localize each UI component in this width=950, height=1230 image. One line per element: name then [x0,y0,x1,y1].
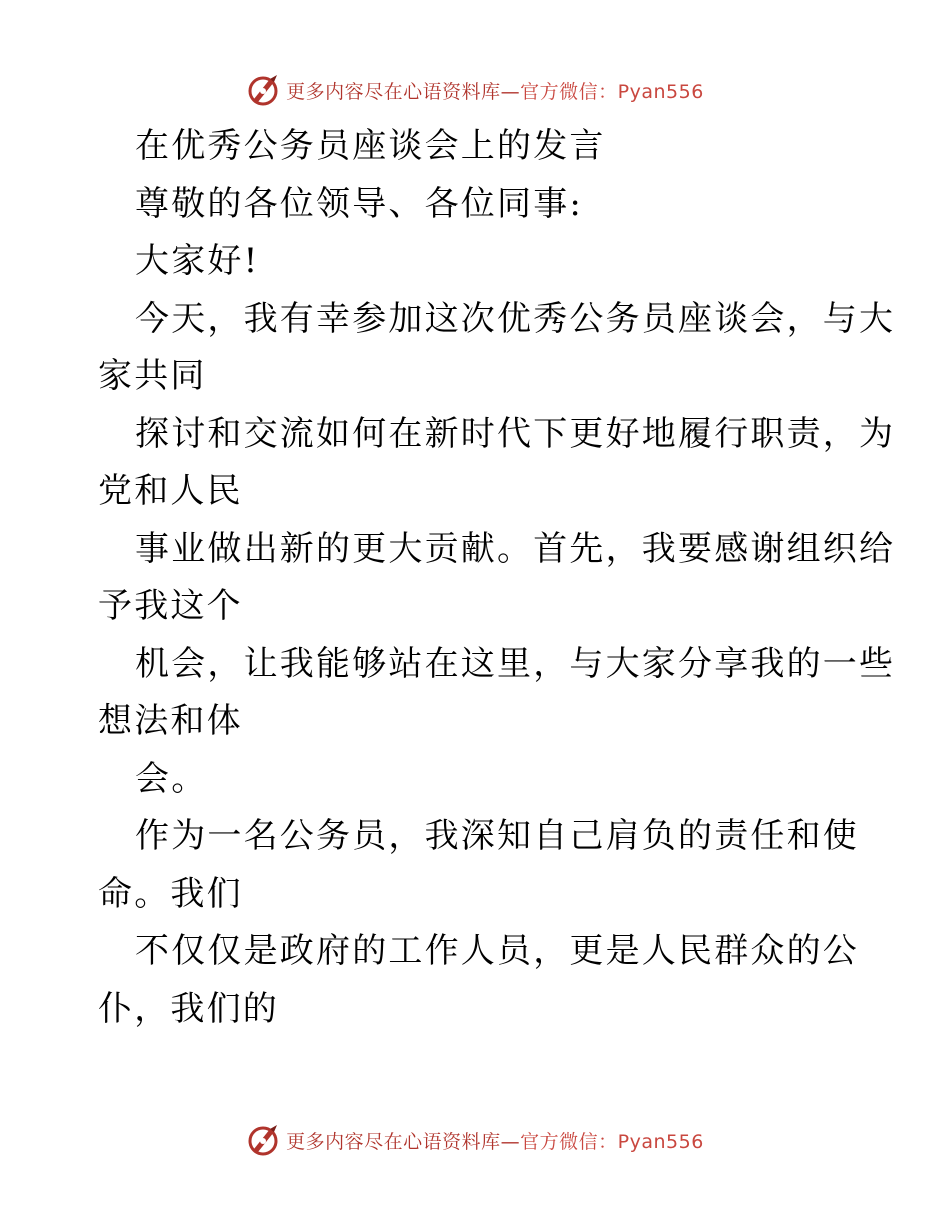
header-banner-text [286,77,704,104]
text-line: 探讨和交流如何在新时代下更好地履行职责，为 [135,413,896,454]
footer-banner [0,1120,950,1160]
document-body [98,118,896,1038]
header-wechat-text: 官方微信：Pyan556 [520,80,704,103]
text-line: 会。 [135,758,208,799]
text-line: 不仅仅是政府的工作人员，更是人民群众的公 [135,931,859,971]
text-line: 想法和体 [98,701,243,741]
footer-wechat-text: 官方微信：Pyan556 [520,1130,704,1153]
text-line: 事业做出新的更大贡献。首先，我要感谢组织给 [135,528,896,569]
text-line: 予我这个 [98,586,243,626]
footer-site-text: 更多内容尽在心语资料库 [286,1130,501,1153]
text-line: 家共同 [98,356,207,396]
footer-banner-text [286,1127,704,1154]
quill-pen-logo-icon [246,73,280,107]
text-line: 作为一名公务员，我深知自己肩负的责任和使 [135,816,859,856]
text-line: 党和人民 [98,471,243,511]
text-line: 今天，我有幸参加这次优秀公务员座谈会，与大 [135,298,896,339]
greeting: 大家好! [135,241,260,281]
text-line: 仆，我们的 [98,988,279,1029]
salutation: 尊敬的各位领导、各位同事: [135,183,584,224]
footer-separator: — [500,1130,521,1153]
header-separator: — [500,80,521,103]
quill-pen-logo-icon [246,1123,280,1157]
header-site-text: 更多内容尽在心语资料库 [286,80,501,103]
document-title: 在优秀公务员座谈会上的发言 [135,126,606,166]
text-line: 机会，让我能够站在这里，与大家分享我的一些 [135,643,896,684]
header-banner [0,70,950,110]
text-line: 命。我们 [98,873,243,914]
